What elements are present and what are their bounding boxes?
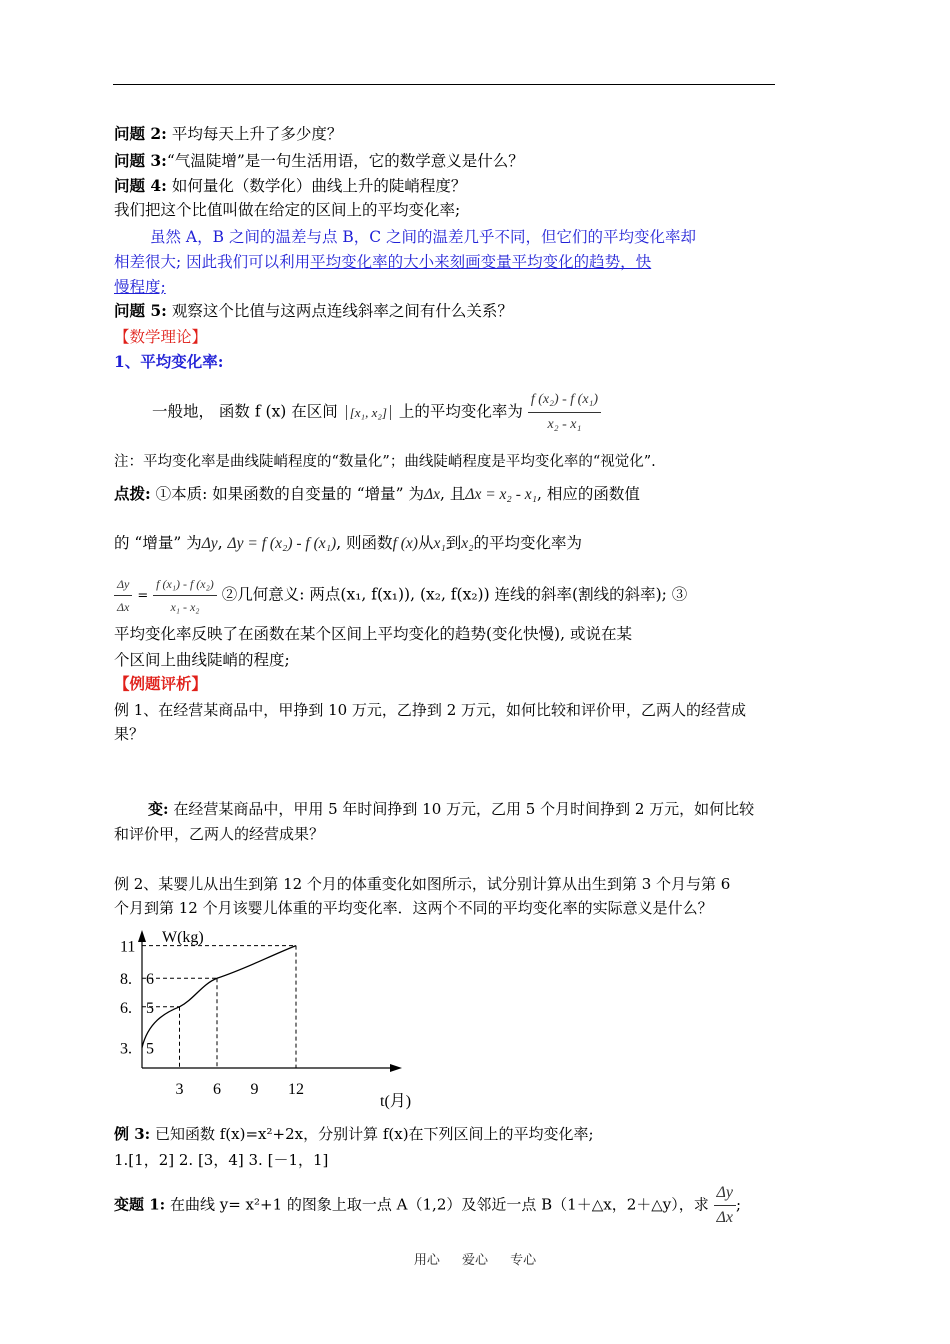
x2: x₂ [461,535,474,552]
delta-y: Δy [201,535,218,552]
blue-text: 相差很大; 因此我们可以利用 [114,253,311,271]
tip-label: 点拨: [114,484,151,503]
tip-line-1 [114,484,640,505]
fraction-numerator: Δy [714,1181,737,1206]
tip-text: 到 [445,534,462,552]
semicolon: ; [736,1195,742,1214]
underlined-text: 慢程度; [114,278,166,296]
question-3 [114,151,524,171]
example-3 [114,1124,594,1144]
x-axis-label: t(月) [380,1093,412,1110]
example-3-label: 例 3: [114,1125,151,1143]
y-tick-label: 3. [120,1040,132,1058]
variation-label: 变: [148,800,169,818]
y-tick-label-decimal: 5 [146,999,154,1017]
question-text: 平均每天上升了多少度？ [166,125,343,143]
example-2-line-1: 例 2、某婴儿从出生到第 12 个月的体重变化如图所示，试分别计算从出生到第 3 个月与第 6 [114,875,731,893]
fraction-numerator: f (x₂) - f (x₁) [528,388,601,413]
tip-line-5: 个区间上曲线陡峭的程度; [114,651,290,669]
definition-text: 一般地， 函数 f (x) 在区间 [152,402,338,421]
tip-text: 从 [417,534,434,552]
question-label: 问题 2: [114,124,167,143]
variation-text: 在经营某商品中，甲用 5 年时间挣到 10 万元，乙用 5 个月时间挣到 2 万元，如何比较 [168,800,755,818]
tip-text: , 且 [440,485,466,503]
example-1-line-2: 果？ [114,725,145,743]
header-rule [113,84,775,85]
variation-line-2: 和评价甲，乙两人的经营成果？ [114,825,325,843]
question-4 [114,176,466,196]
question-2 [114,124,342,144]
y-tick-label: 8. [120,971,132,989]
tip-text: , 相应的函数值 [537,485,640,503]
average-rate-fraction [528,388,601,437]
fraction-denominator: Δx [716,1209,734,1226]
x-tick-label: 6 [213,1081,221,1098]
question-label: 问题 5: [114,301,167,320]
question-text: 如何量化（数学化）曲线上升的陡峭程度？ [166,177,467,195]
y-tick-label-decimal: 5 [146,1040,154,1058]
delta-x: Δx [424,486,440,503]
fraction-denominator: x₂ - x₁ [547,417,582,432]
delta-fraction [114,573,132,618]
delta-x-equation: Δx = x₂ - x₁ [465,486,537,503]
delta-y-equation: Δy = f (x₂) - f (x₁) [227,535,337,552]
definition-text-2: 上的平均变化率为 [398,402,523,421]
x-tick-label: 12 [288,1081,304,1098]
x1: x₁ [433,535,446,552]
tip-line-3: $\frac{\Delta y}{\Delta x}$ = $\frac{\text{f (x₁) - f (x₂)}}{\text{x₁ - x₂}}$ ②几何意义: 两点(x₁, f(x₁)), (x₂, f(x₂)) 连线的斜率(割线的斜率); ③ [114,573,687,618]
example-3-intervals: 1.[1，2] 2. [3，4] 3. [－1，1] [114,1151,329,1169]
function-f: f (x) [392,535,418,552]
y-axis-label: W(kg) [162,929,204,946]
tip-line-4: 平均变化率反映了在函数在某个区间上平均变化的趋势(变化快慢), 或说在某 [114,625,632,643]
definition-sentence: 我们把这个比值叫做在给定的区间上的平均变化率; [114,201,461,219]
tip-text: 的平均变化率为 [473,534,583,552]
y-axis-arrow [138,930,146,942]
fraction-numerator: Δy [114,573,132,596]
fraction-denominator: x₁ - x₂ [170,600,200,614]
tip-text: , 则函数 [336,534,393,552]
weight-curve [142,946,296,1048]
tip-text: ②几何意义: 两点(x₁, f(x₁)), (x₂, f(x₂)) 连线的斜率(割线的斜率); ③ [221,585,688,604]
tip-text: 的 “增量” 为 [114,534,202,552]
difference-quotient [153,573,217,618]
example-3-text: 已知函数 f(x)=x²+2x，分别计算 f(x)在下列区间上的平均变化率; [150,1125,594,1143]
note: 注：平均变化率是曲线陡峭程度的“数量化”；曲线陡峭程度是平均变化率的“视觉化”. [114,454,656,470]
section-1-heading: 1、平均变化率: [114,352,224,371]
delta-ratio [714,1181,737,1230]
underlined-text: 平均变化率的大小来刻画变量平均变化的趋势，快 [310,253,652,271]
variation-line-1 [148,799,754,819]
example-2-line-2: 个月到第 12 个月该婴儿体重的平均变化率．这两个不同的平均变化率的实际意义是什么？ [114,899,713,917]
example-1-line-1: 例 1、在经营某商品中，甲挣到 10 万元，乙挣到 2 万元，如何比较和评价甲，乙两人的经营成 [114,701,747,719]
blue-paragraph-line-3 [114,277,166,297]
x-tick-label: 3 [175,1081,184,1098]
blue-paragraph-line-2 [114,252,651,272]
tip-line-2: 的 “增量” 为Δy, Δy = f (x₂) - f (x₁), 则函数f (x)从x₁到x₂的平均变化率为 [114,534,583,552]
question-text: 观察这个比值与这两点连线斜率之间有什么关系？ [166,302,513,320]
y-tick-label: 11 [120,938,136,956]
fraction-numerator: f (x₁) - f (x₂) [153,573,217,596]
question-text: “气温陡增”是一句生活用语，它的数学意义是什么？ [166,152,524,170]
blue-paragraph-line-1: 虽然 A，B 之间的温差与点 B，C 之间的温差几乎不同，但它们的平均变化率却 [150,228,697,246]
variation-1-text: 在曲线 y= x²+1 的图象上取一点 A（1,2）及邻近一点 B（1＋△x，2＋△y），求 [165,1195,709,1214]
question-label: 问题 4: [114,176,167,195]
variation-1-label: 变题 1: [114,1195,166,1214]
question-5 [114,301,513,321]
y-tick-label-decimal: 6 [146,971,154,989]
interval: [x₁, x₂] [346,405,391,420]
x-tick-label: 9 [250,1081,259,1098]
footer: 用心 爱心 专心 [413,1253,537,1268]
weight-chart [112,918,412,1118]
variation-1 [114,1181,741,1230]
math-theory-heading: 【数学理论】 [114,328,208,346]
example-heading: 【例题评析】 [114,674,208,693]
fraction-denominator: Δx [117,600,130,614]
question-label: 问题 3: [114,151,167,170]
y-tick-label: 6. [120,999,132,1017]
tip-text: ①本质: 如果函数的自变量的 “增量” 为 [150,485,425,503]
general-definition [152,388,601,437]
x-axis-arrow [390,1064,402,1072]
